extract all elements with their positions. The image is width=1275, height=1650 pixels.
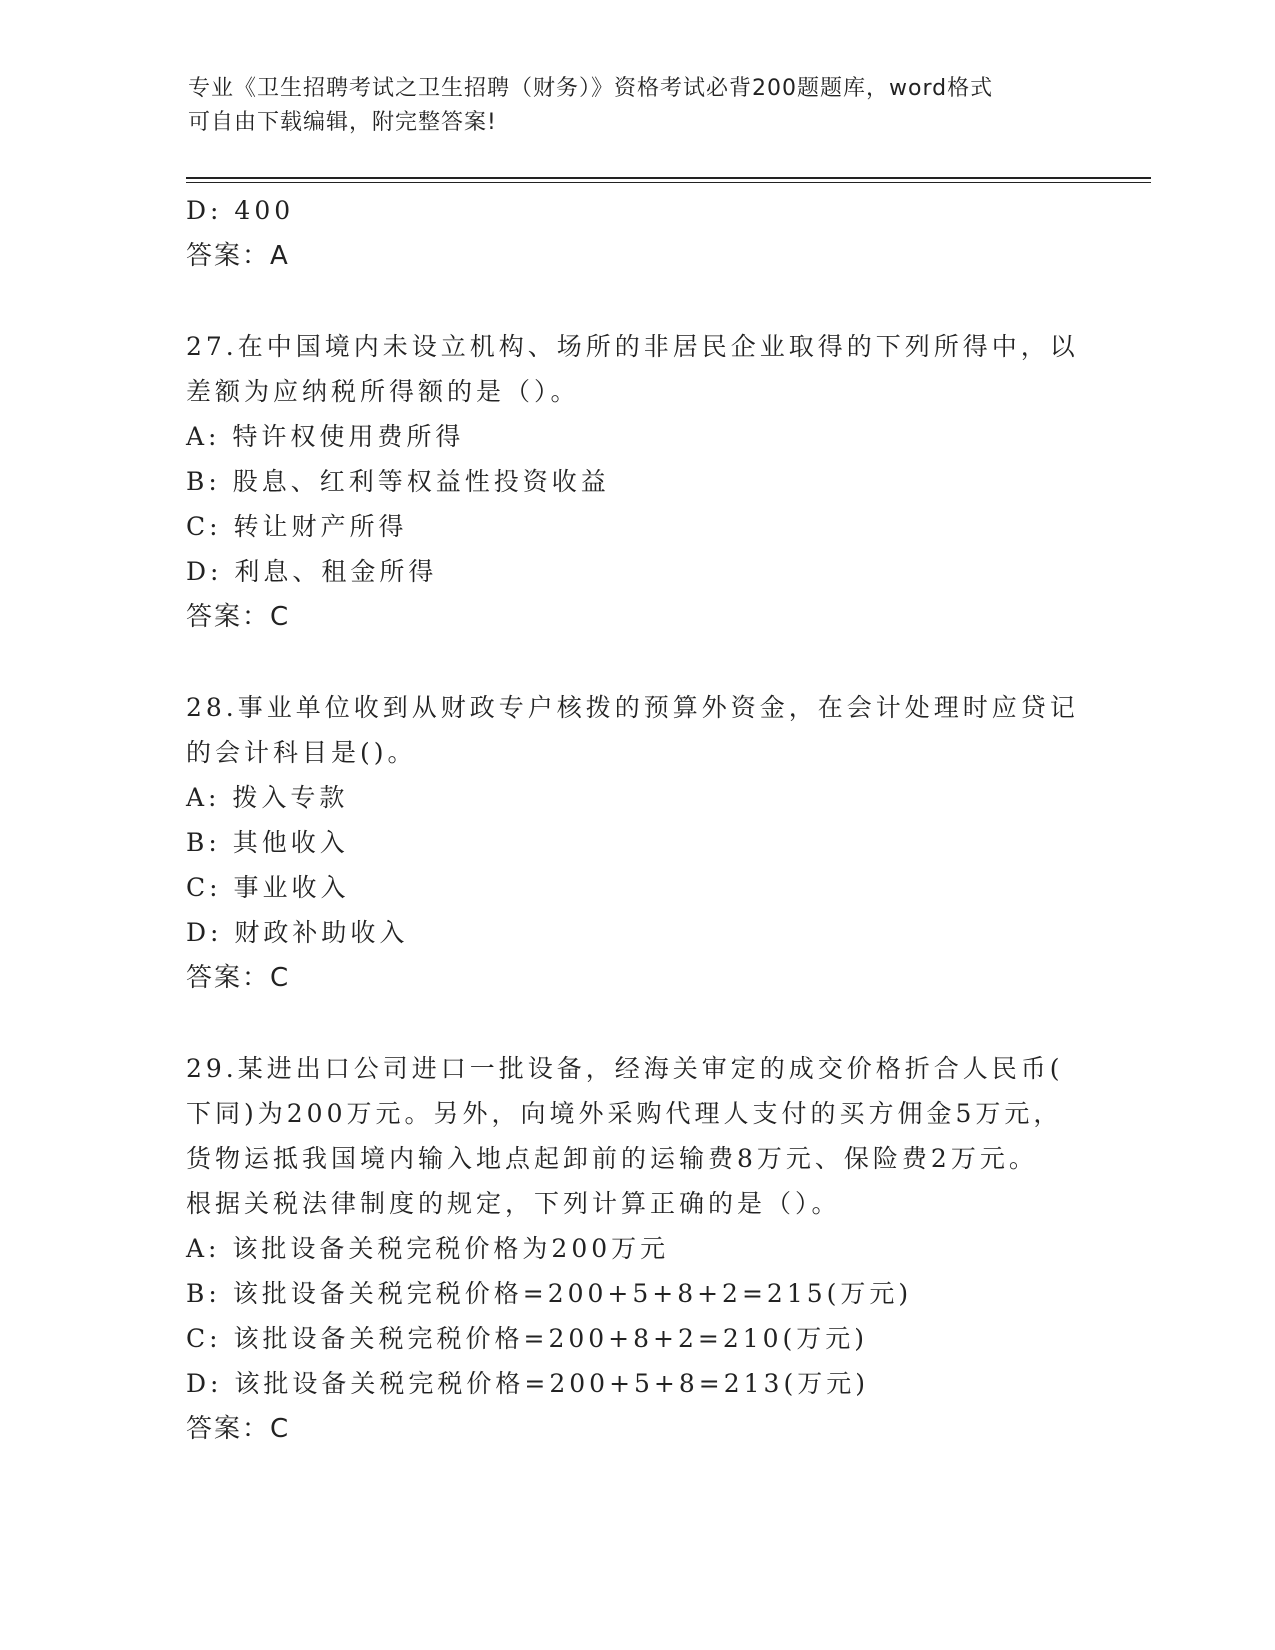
option-d: D: 财政补助收入 xyxy=(186,918,409,947)
answer-line: 答案：A xyxy=(186,241,290,271)
option-a: A: 拨入专款 xyxy=(186,783,349,812)
question-stem-line: 28.事业单位收到从财政专户核拨的预算外资金，在会计处理时应贷记 xyxy=(186,693,1079,722)
option-b: B: 其他收入 xyxy=(186,828,349,857)
header-line-1: 专业《卫生招聘考试之卫生招聘（财务）》资格考试必背200题题库，word格式 xyxy=(188,76,994,101)
header-line-2: 可自由下载编辑，附完整答案! xyxy=(188,110,497,135)
question-stem-line: 29.某进出口公司进口一批设备，经海关审定的成交价格折合人民币( xyxy=(186,1054,1064,1083)
question-29 xyxy=(186,1046,1086,1452)
question-stem-line: 根据关税法律制度的规定，下列计算正确的是（）。 xyxy=(186,1189,841,1218)
option-c: C: 事业收入 xyxy=(186,873,350,902)
option-d: D: 该批设备关税完税价格=200+5+8=213(万元) xyxy=(186,1369,869,1398)
option-a: A: 该批设备关税完税价格为200万元 xyxy=(186,1234,670,1263)
option-d: D: 利息、租金所得 xyxy=(186,557,438,586)
question-stem-line: 下同)为200万元。另外，向境外采购代理人支付的买方佣金5万元， xyxy=(186,1099,1063,1128)
option-a: A: 特许权使用费所得 xyxy=(186,422,465,451)
option-c: C: 该批设备关税完税价格=200+8+2=210(万元) xyxy=(186,1324,869,1353)
header-divider-thick xyxy=(186,177,1151,179)
question-27 xyxy=(186,324,1086,640)
previous-question-tail xyxy=(186,188,1086,279)
option-b: B: 该批设备关税完税价格=200+5+8+2=215(万元) xyxy=(186,1279,913,1308)
question-28 xyxy=(186,685,1086,1001)
answer-line: 答案：C xyxy=(186,602,291,632)
answer-line: 答案：C xyxy=(186,1414,291,1444)
option-b: B: 股息、红利等权益性投资收益 xyxy=(186,467,610,496)
header-divider-thin xyxy=(186,182,1151,183)
question-stem-line: 的会计科目是()。 xyxy=(186,738,417,767)
answer-line: 答案：C xyxy=(186,963,291,993)
document-header xyxy=(188,72,1088,140)
question-stem-line: 货物运抵我国境内输入地点起卸前的运输费8万元、保险费2万元。 xyxy=(186,1144,1038,1173)
document-body xyxy=(186,188,1086,1452)
question-stem-line: 差额为应纳税所得额的是（）。 xyxy=(186,377,580,406)
question-stem-line: 27.在中国境内未设立机构、场所的非居民企业取得的下列所得中，以 xyxy=(186,332,1079,361)
option-d: D: 400 xyxy=(186,196,295,225)
option-c: C: 转让财产所得 xyxy=(186,512,408,541)
